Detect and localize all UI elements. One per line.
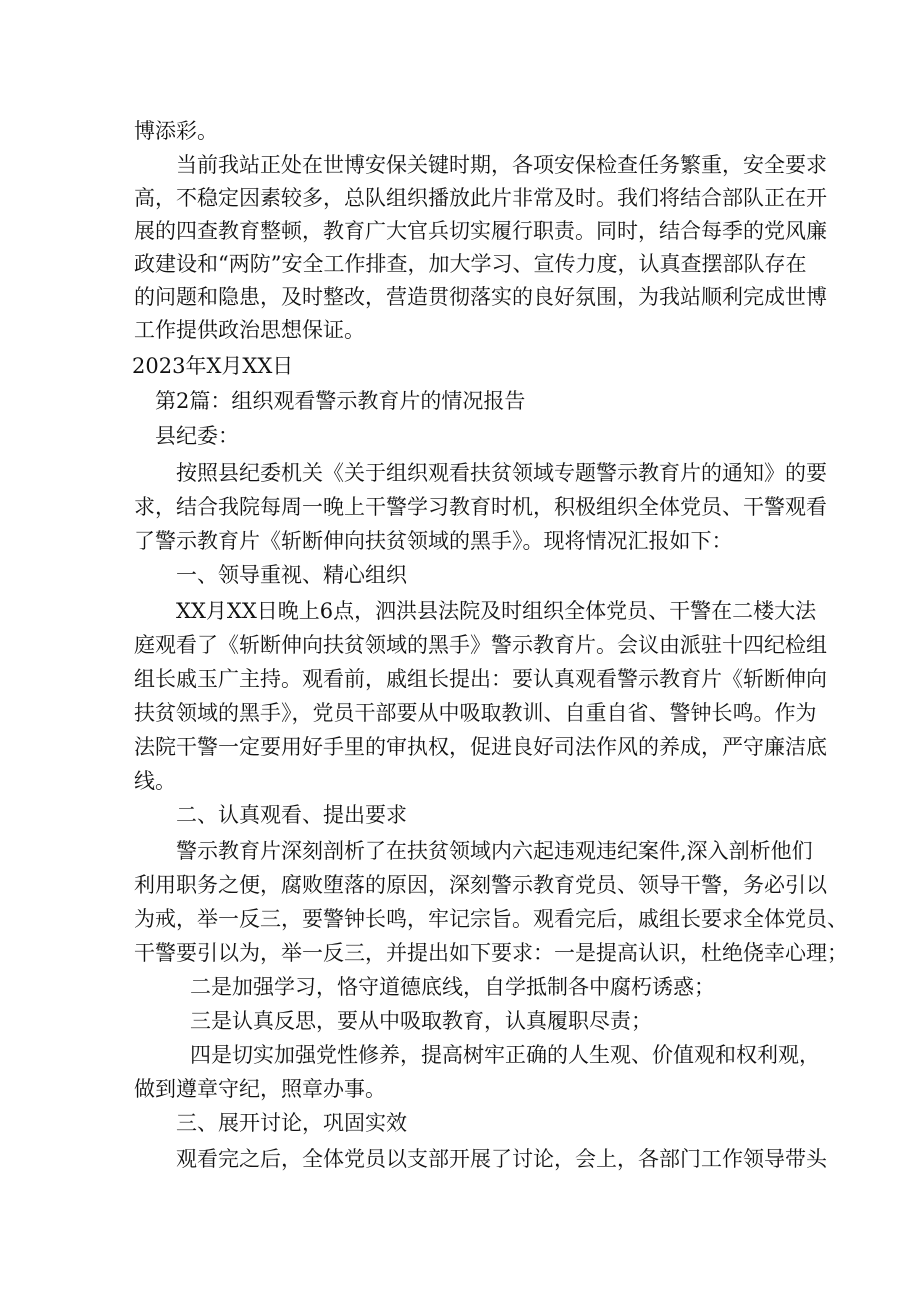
- text-line: 求，结合我院每周一晚上干警学习教育时机，积极组织全体党员、干警观看: [134, 495, 827, 519]
- list-item: 三是认真反思，要从中吸取教育，认真履职尽责；: [190, 1009, 652, 1033]
- text-line: 政建设和“两防”安全工作排查，加大学习、宣传力度，认真查摆部队存在: [134, 252, 807, 276]
- salutation: 县纪委：: [155, 424, 239, 448]
- text-line: 法院干警一定要用好手里的审执权，促进良好司法作风的养成，严守廉洁底: [134, 735, 827, 759]
- subheading: 二、认真观看、提出要求: [176, 803, 407, 827]
- text-line: 展的四查教育整顿，教育广大官兵切实履行职责。同时，结合每季的党风廉: [134, 219, 827, 243]
- paragraph-first-line: 按照县纪委机关《关于组织观看扶贫领域专题警示教育片的通知》的要: [176, 461, 827, 485]
- text-line: 利用职务之便，腐败堕落的原因，深刻警示教育党员、领导干警，务必引以: [134, 873, 827, 897]
- text-line: 干警要引以为，举一反三，并提出如下要求：一是提高认识，杜绝侥幸心理；: [134, 941, 848, 965]
- text-line: 组长戚玉广主持。观看前，戚组长提出：要认真观看警示教育片《斩断伸向: [134, 667, 827, 691]
- text-line: 扶贫领域的黑手》，党员干部要从中吸取教训、自重自省、警钟长鸣。作为: [134, 701, 817, 725]
- list-item: 四是切实加强党性修养，提高树牢正确的人生观、价值观和权利观，: [190, 1043, 820, 1067]
- subheading: 三、展开讨论，巩固实效: [176, 1111, 407, 1135]
- section-heading: 第2篇：组织观看警示教育片的情况报告: [155, 389, 526, 413]
- paragraph-first-line: 观看完之后，全体党员以支部开展了讨论，会上，各部门工作领导带头: [176, 1147, 827, 1171]
- text-line: 为戒，举一反三，要警钟长鸣，牢记宗旨。观看完后，戚组长要求全体党员、: [134, 907, 848, 931]
- text-line: 高，不稳定因素较多，总队组织播放此片非常及时。我们将结合部队正在开: [134, 186, 827, 210]
- list-item: 二是加强学习，恪守道德底线，自学抵制各中腐朽诱惑；: [190, 975, 715, 999]
- text-line: 做到遵章守纪，照章办事。: [134, 1077, 386, 1101]
- text-line: 庭观看了《斩断伸向扶贫领域的黑手》警示教育片。会议由派驻十四纪检组: [134, 633, 827, 657]
- paragraph-first-line: 警示教育片深刻剖析了在扶贫领域内六起违观违纪案件,深入剖析他们: [176, 839, 813, 863]
- subheading: 一、领导重视、精心组织: [176, 563, 407, 587]
- paragraph-first-line: 当前我站正处在世博安保关键时期，各项安保检查任务繁重，安全要求: [176, 153, 827, 177]
- text-line: 工作提供政治思想保证。: [134, 318, 365, 342]
- date-line: 2023年X月XX日: [132, 354, 294, 378]
- text-line: 线。: [134, 769, 176, 793]
- text-line: 博添彩。: [134, 119, 218, 143]
- paragraph-first-line: XX月XX日晚上6点，泗洪县法院及时组织全体党员、干警在二楼大法: [176, 599, 817, 623]
- text-line: 了警示教育片《斩断伸向扶贫领域的黑手》。现将情况汇报如下：: [134, 529, 733, 553]
- text-line: 的问题和隐患，及时整改，营造贯彻落实的良好氛围，为我站顺利完成世博: [134, 285, 827, 309]
